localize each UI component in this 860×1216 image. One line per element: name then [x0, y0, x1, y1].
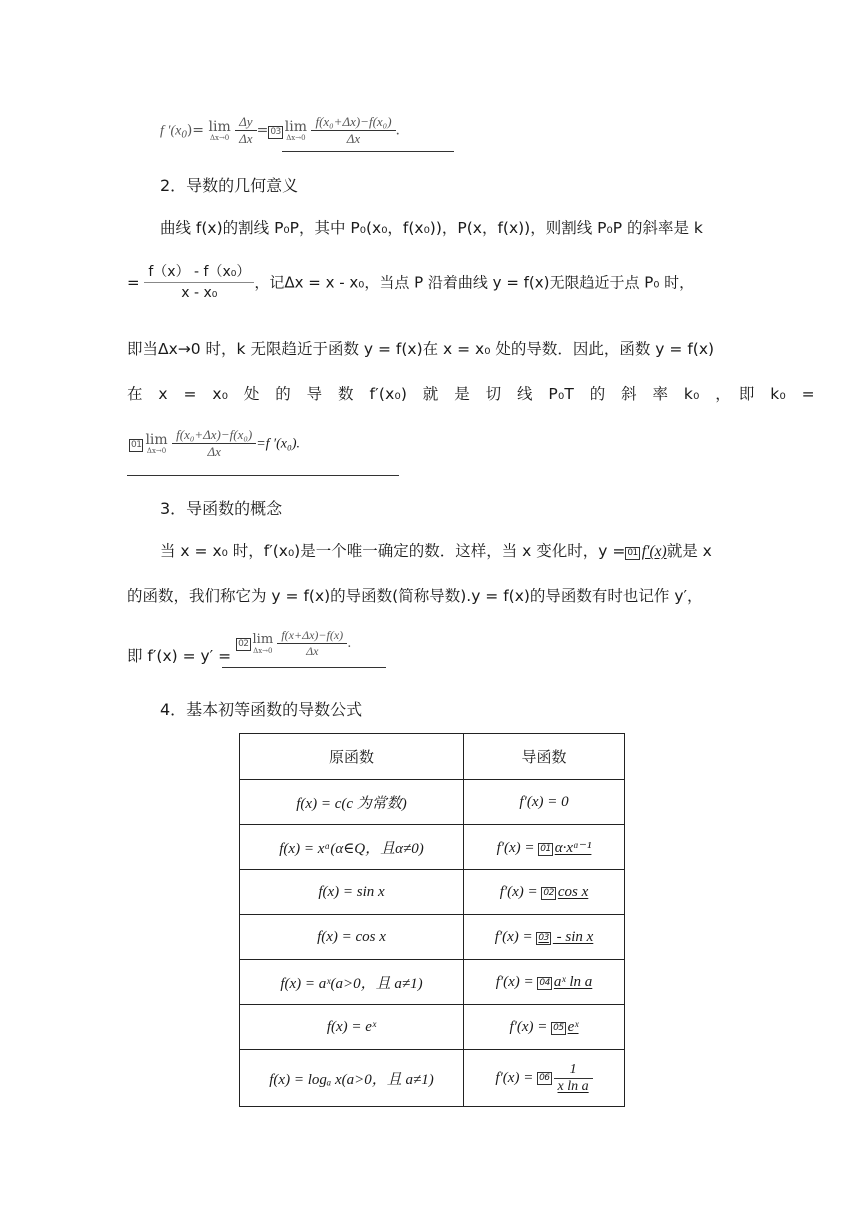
- section-3-formula-underline: [222, 667, 386, 668]
- section-2-paragraph-3: 即当Δx→0 时，k 无限趋近于函数 y = f(x)在 x = x₀ 处的导数．因此，函数 y = f(x): [127, 340, 715, 358]
- table-cell-orig: f(x) = sin x: [240, 870, 464, 915]
- deriv-pre: f′(x) =: [496, 839, 535, 856]
- deriv-pre: f′(x) =: [495, 1069, 534, 1086]
- top-fraction-2: [311, 114, 395, 147]
- top-formula-end: .: [395, 122, 400, 139]
- section-2-k-formula: [127, 262, 694, 303]
- top-frac1-num: Δy: [239, 114, 253, 129]
- section-2-paragraph-4: 在 x = x₀ 处 的 导 数 f′(x₀) 就 是 切 线 P₀T 的 斜 率 k₀ ， 即 k₀ =: [127, 385, 815, 403]
- section-4-heading: 4．基本初等函数的导数公式: [160, 700, 363, 719]
- section-2-paragraph-1: 曲线 f(x)的割线 P₀P，其中 P₀(x₀，f(x₀))，P(x，f(x))，则割线 P₀P 的斜率是 k: [160, 219, 703, 237]
- top-formula-lhs: f ′(x: [160, 123, 182, 139]
- table-cell-orig: f(x) = logₐ x(a>0，且 a≠1): [240, 1050, 464, 1107]
- table-cell-orig: f(x) = cos x: [240, 915, 464, 960]
- s3-lim-sub: Δx→0: [253, 646, 273, 655]
- top-formula: [160, 114, 400, 147]
- s3-lim-word: lim: [252, 631, 274, 647]
- section-2-formula-underline: [127, 475, 399, 476]
- top-formula-lhs-sub: 0: [181, 128, 187, 141]
- answer-mark-icon: 01: [627, 548, 638, 558]
- s3-fraction: [277, 628, 347, 659]
- s2-lim: [145, 433, 167, 455]
- table-cell-orig: f(x) = xᵅ(α∈Q，且α≠0): [240, 825, 464, 870]
- s3-lim: [253, 633, 274, 655]
- deriv-answer: cos x: [557, 883, 589, 900]
- top-frac1-den: Δx: [235, 130, 256, 147]
- top-fraction-1: [235, 114, 256, 147]
- answer-mark-icon: 02: [543, 887, 554, 898]
- table-cell-orig: f(x) = c(c 为常数): [240, 780, 464, 825]
- table-row: [240, 780, 625, 825]
- table-cell-deriv: [464, 870, 625, 915]
- table-row: [240, 870, 625, 915]
- deriv-answer: - sin x: [552, 928, 594, 945]
- s2-formula-tail: =f ′(x₀).: [256, 436, 301, 452]
- table-cell-deriv: [464, 960, 625, 1005]
- s2-fraction: [172, 427, 256, 460]
- table-cell-deriv: [464, 915, 625, 960]
- answer-mark-icon: 06: [539, 1072, 550, 1083]
- table-row: [240, 915, 625, 960]
- section-2-paragraph-2: ，记Δx = x - x₀，当点 P 沿着曲线 y = f(x)无限趋近于点 P₀ 时，: [254, 273, 695, 292]
- top-frac2-num: f(x₀+Δx)−f(x₀): [315, 114, 392, 129]
- table-cell-deriv: [464, 1005, 625, 1050]
- s3-formula-end: .: [347, 636, 352, 651]
- section-3-paragraph-1: [160, 541, 712, 562]
- answer-mark-icon: 05: [553, 1022, 564, 1033]
- table-row: [240, 1005, 625, 1050]
- top-formula-eq: =: [256, 122, 269, 139]
- table-header-derivative: 导函数: [464, 734, 625, 780]
- section-3-formula: [127, 628, 351, 666]
- deriv-fraction: [554, 1062, 593, 1095]
- deriv-frac-num: 1: [569, 1061, 577, 1077]
- table-cell-deriv: [464, 825, 625, 870]
- k-frac-den: x - x₀: [144, 282, 254, 303]
- table-header-original: 原函数: [240, 734, 464, 780]
- section-3-paragraph-2: 的函数，我们称它为 y = f(x)的导函数(简称导数).y = f(x)的导函数有时也记作 y′，: [127, 587, 703, 605]
- table-cell-deriv: [464, 1050, 625, 1107]
- k-eq-sign: =: [127, 273, 140, 292]
- s2-lim-word: lim: [145, 431, 168, 448]
- deriv-pre: f′(x) =: [494, 928, 533, 945]
- table-cell-orig: f(x) = eˣ: [240, 1005, 464, 1050]
- deriv-frac-den: x ln a: [554, 1078, 593, 1095]
- table-cell-orig: f(x) = aˣ(a>0，且 a≠1): [240, 960, 464, 1005]
- table-header-row: [240, 734, 625, 780]
- section-2-heading: 2．导数的几何意义: [160, 176, 299, 195]
- derivative-formula-table: [239, 733, 625, 1107]
- s3-frac-den: Δx: [277, 643, 347, 659]
- answer-mark-icon: 01: [540, 843, 551, 854]
- top-formula-lim: [208, 120, 230, 142]
- top-frac2-den: Δx: [311, 130, 395, 147]
- table-cell-deriv: [464, 780, 625, 825]
- top-formula-lhs-close: )=: [186, 122, 205, 139]
- top-lim2-word: lim: [284, 118, 307, 135]
- s3-p1-answer: f′(x): [641, 543, 667, 560]
- deriv-pre: f′(x) = 0: [519, 793, 569, 810]
- s3-p3-text: 即 f′(x) = y′ =: [127, 647, 232, 665]
- deriv-answer: α·xᵅ⁻¹: [554, 839, 592, 856]
- deriv-pre: f′(x) =: [509, 1018, 548, 1035]
- table-row: [240, 960, 625, 1005]
- s3-p1-text: 当 x = x₀ 时，f′(x₀)是一个唯一确定的数．这样，当 x 变化时，y =: [160, 542, 626, 560]
- top-formula-lim-2: [285, 120, 307, 142]
- deriv-pre: f′(x) =: [499, 883, 538, 900]
- top-lim-sub: Δx→0: [209, 133, 230, 142]
- s2-lim-sub: Δx→0: [146, 446, 167, 455]
- section-2-derivative-formula: [129, 427, 300, 460]
- s3-formula-right: [236, 628, 351, 659]
- answer-mark-icon: 03: [270, 126, 281, 137]
- s2-frac-den: Δx: [172, 443, 256, 460]
- answer-mark-icon: 03: [538, 932, 549, 943]
- answer-mark-icon: 01: [131, 439, 142, 450]
- table-row: [240, 1050, 625, 1107]
- top-lim2-sub: Δx→0: [286, 133, 306, 142]
- answer-mark-icon: 04: [539, 977, 550, 988]
- table-row: [240, 825, 625, 870]
- deriv-answer: eˣ: [567, 1018, 579, 1035]
- s2-frac-num: f(x₀+Δx)−f(x₀): [176, 427, 253, 442]
- top-formula-underline: [282, 151, 454, 152]
- deriv-answer: aˣ ln a: [553, 973, 593, 990]
- s3-frac-num: f(x+Δx)−f(x): [281, 628, 344, 642]
- top-lim-word: lim: [208, 118, 231, 135]
- s3-p1-tail: 就是 x: [666, 542, 712, 560]
- deriv-pre: f′(x) =: [495, 973, 534, 990]
- section-3-heading: 3．导函数的概念: [160, 499, 283, 518]
- answer-mark-icon: 02: [238, 639, 249, 649]
- k-fraction: [144, 262, 254, 303]
- k-frac-num: f（x） - f（x₀）: [148, 264, 251, 280]
